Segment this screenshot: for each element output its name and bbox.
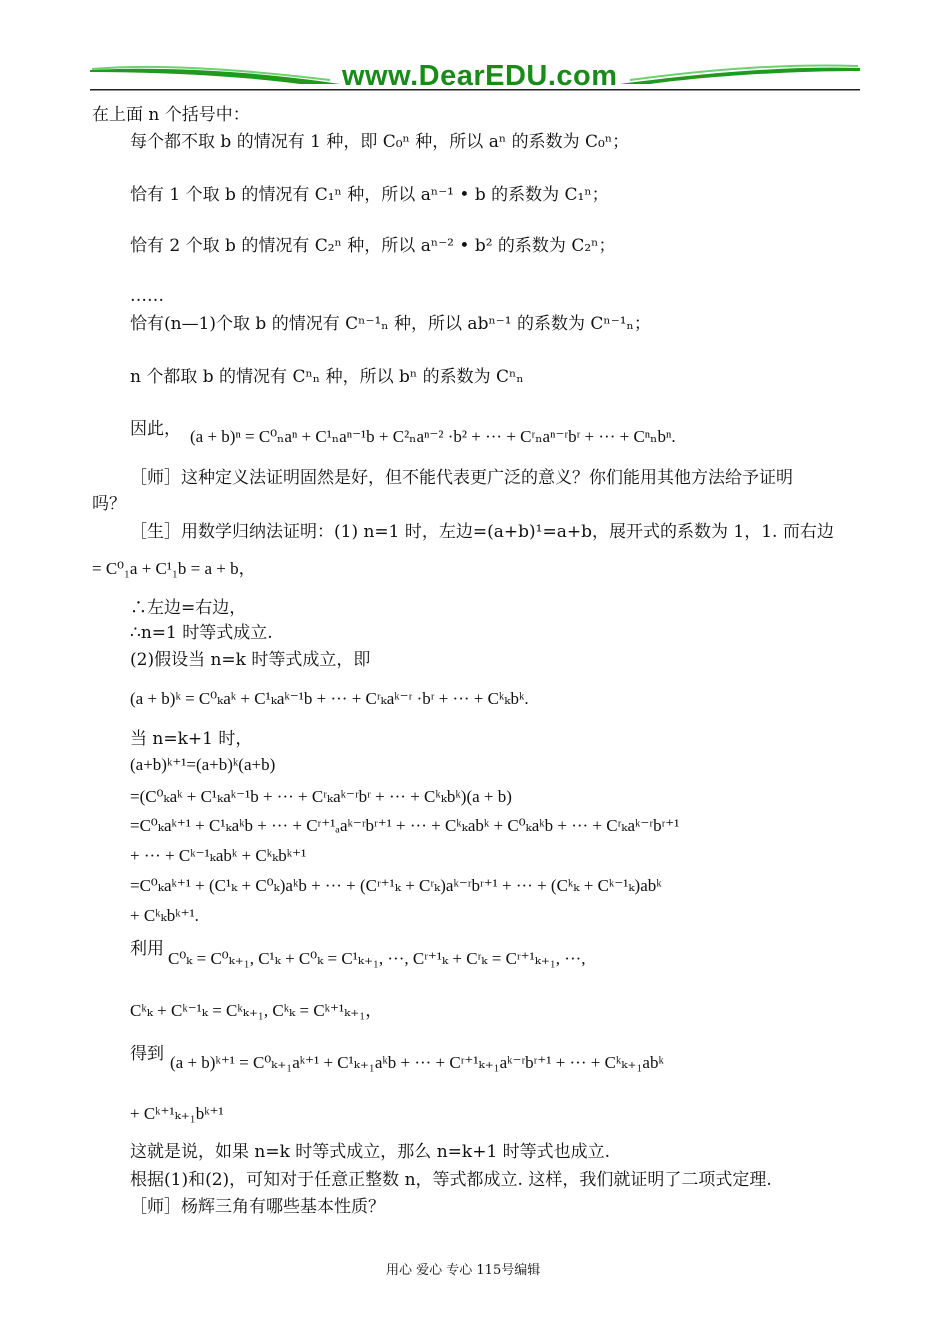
text-label: 得到 — [130, 1044, 164, 1064]
text-line: 在上面 n 个括号中： — [92, 105, 250, 125]
text-line: (2)假设当 n=k 时等式成立，即 — [130, 650, 371, 670]
formula-binomial-expansion: (a + b)ⁿ = C⁰ₙaⁿ + C¹ₙaⁿ⁻¹b + C²ₙaⁿ⁻² ·b² + ··· + Cʳₙaⁿ⁻ʳbʳ + ··· + Cⁿₙbⁿ. — [190, 427, 676, 446]
text-line: …… — [130, 286, 164, 306]
formula-line: + Cᵏ⁺¹ₖ₊₁bᵏ⁺¹ — [130, 1104, 224, 1123]
formula-line: =(C⁰ₖaᵏ + C¹ₖaᵏ⁻¹b + ··· + Cʳₖaᵏ⁻ʳbʳ + ··· + Cᵏₖbᵏ)(a + b) — [130, 787, 512, 806]
formula-line: (a + b)ᵏ = C⁰ₖaᵏ + C¹ₖaᵏ⁻¹b + ··· + Cʳₖaᵏ⁻ʳ ·bʳ + ··· + Cᵏₖbᵏ. — [130, 689, 529, 708]
formula-line: C⁰ₖ = C⁰ₖ₊₁, C¹ₖ + C⁰ₖ = C¹ₖ₊₁, ···, Cʳ⁺¹ₖ + Cʳₖ = Cʳ⁺¹ₖ₊₁, ···, — [168, 949, 586, 968]
text-line: 这就是说，如果 n=k 时等式成立，那么 n=k+1 时等式也成立. — [130, 1142, 611, 1162]
formula-line: + Cᵏₖbᵏ⁺¹. — [130, 906, 199, 925]
text-line: 恰有(n—1)个取 b 的情况有 Cⁿ⁻¹ₙ 种，所以 abⁿ⁻¹ 的系数为 Cⁿ⁻¹ₙ； — [130, 314, 651, 334]
brand-logo-text: www.DearEDU.com — [342, 60, 618, 92]
text-label: 因此， — [130, 419, 181, 439]
text-line: 恰有 1 个取 b 的情况有 C₁ⁿ 种，所以 aⁿ⁻¹ • b 的系数为 C₁ⁿ； — [130, 185, 609, 205]
text-line: ［师］杨辉三角有哪些基本性质？ — [130, 1197, 385, 1217]
text-line: 当 n=k+1 时， — [130, 729, 253, 749]
formula-line: = C⁰₁a + C¹₁b = a + b， — [92, 559, 256, 578]
formula-line: =C⁰ₖaᵏ⁺¹ + C¹ₖaᵏb + ··· + Cʳ⁺¹ₐaᵏ⁻ʳbʳ⁺¹ + ··· + Cᵏₖabᵏ + C⁰ₖaᵏb + ··· + Cʳₖaᵏ⁻ʳbʳ⁺¹ — [130, 816, 680, 835]
text-line: 恰有 2 个取 b 的情况有 C₂ⁿ 种，所以 aⁿ⁻² • b² 的系数为 C₂ⁿ； — [130, 236, 616, 256]
formula-line: + ··· + Cᵏ⁻¹ₖabᵏ + Cᵏₖbᵏ⁺¹ — [130, 846, 307, 865]
text-line: 根据(1)和(2)，可知对于任意正整数 n，等式都成立. 这样，我们就证明了二项式定理. — [130, 1170, 772, 1190]
text-line: ［师］这种定义法证明固然是好，但不能代表更广泛的意义？你们能用其他方法给予证明 — [130, 468, 793, 488]
formula-line: (a + b)ᵏ⁺¹ = C⁰ₖ₊₁aᵏ⁺¹ + C¹ₖ₊₁aᵏb + ··· + Cʳ⁺¹ₖ₊₁aᵏ⁻ʳbʳ⁺¹ + ··· + Cᵏₖ₊₁abᵏ — [170, 1053, 664, 1072]
formula-line: Cᵏₖ + Cᵏ⁻¹ₖ = Cᵏₖ₊₁, Cᵏₖ = Cᵏ⁺¹ₖ₊₁， — [130, 1001, 383, 1020]
text-line: ∴n=1 时等式成立. — [130, 623, 273, 643]
header-banner — [90, 58, 860, 98]
formula-line: =C⁰ₖaᵏ⁺¹ + (C¹ₖ + C⁰ₖ)aᵏb + ··· + (Cʳ⁺¹ₖ + Cʳₖ)aᵏ⁻ʳbʳ⁺¹ + ··· + (Cᵏₖ + Cᵏ⁻¹ₖ)abᵏ — [130, 876, 662, 895]
formula-line: (a+b)ᵏ⁺¹=(a+b)ᵏ(a+b) — [130, 755, 276, 774]
page-footer: 用心 爱心 专心 115号编辑 — [386, 1263, 541, 1278]
text-line: 吗？ — [92, 494, 126, 514]
text-line: 每个都不取 b 的情况有 1 种，即 C₀ⁿ 种，所以 aⁿ 的系数为 C₀ⁿ； — [130, 132, 630, 152]
text-label: 利用 — [130, 939, 164, 959]
text-line: ∴左边=右边， — [130, 598, 247, 618]
text-line: ［生］用数学归纳法证明：(1) n=1 时，左边=(a+b)¹=a+b，展开式的系数为 1，1. 而右边 — [130, 522, 834, 542]
text-line: n 个都取 b 的情况有 Cⁿₙ 种，所以 bⁿ 的系数为 Cⁿₙ — [130, 367, 524, 387]
